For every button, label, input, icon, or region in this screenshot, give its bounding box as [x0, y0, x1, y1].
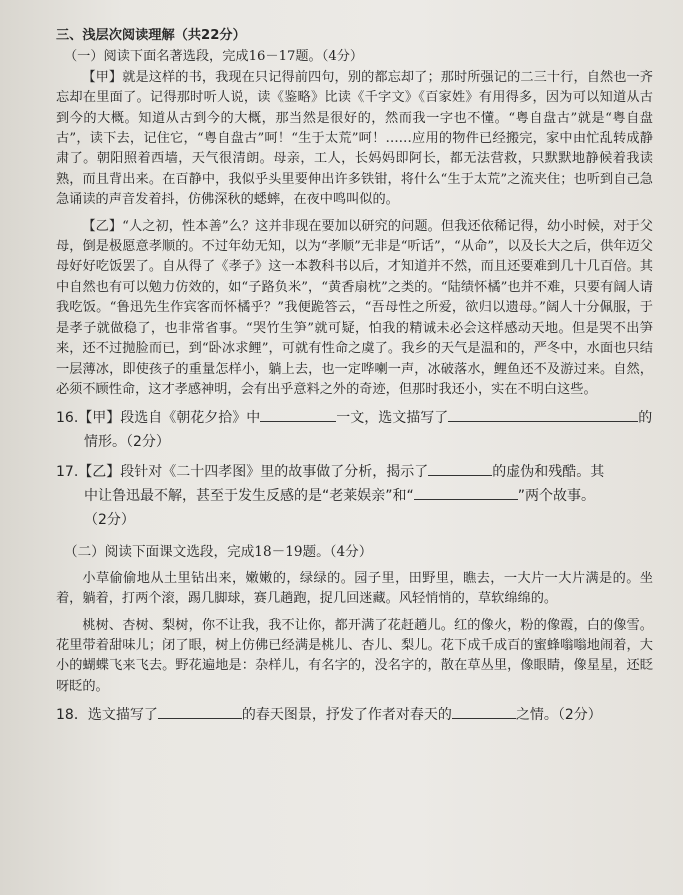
- q16-text-4: 情形。（2分）: [84, 434, 170, 451]
- q16-text-1: 16.【甲】段选自《朝花夕拾》中: [56, 410, 261, 427]
- passage-flowers: 桃树、杏树、梨树，你不让我，我不让你，都开满了花赶趟儿。红的像火，粉的像霞，白的像雪。花里带着甜味儿；闭了眼，树上仿佛已经满是桃儿、杏儿、梨儿。花下成千成百的蜜蜂嗡嗡地闹着，大小的蝴蝶飞来飞去。野花遍地是：杂样儿，有名字的，没名字的，散在草丛里，像眼睛，像星星，还眨呀眨的。: [56, 617, 653, 694]
- q18-blank-2[interactable]: [452, 704, 516, 719]
- q17-blank-1[interactable]: [428, 461, 492, 476]
- passage-grass: 小草偷偷地从土里钻出来，嫩嫩的，绿绿的。园子里，田野里，瞧去，一大片一大片满是的。坐着，躺着，打两个滚，踢几脚球，赛几趟跑，捉几回迷藏。风轻悄悄的，草软绵绵的。: [56, 570, 653, 607]
- q16-blank-2[interactable]: [448, 407, 638, 422]
- q18-text-1: 18．选文描写了: [56, 707, 158, 724]
- q17-text-5: （2分）: [84, 512, 135, 529]
- part2-intro: （二）阅读下面课文选段，完成18－19题。（4分）: [64, 544, 373, 561]
- q18-text-3: 之情。（2分）: [515, 707, 602, 724]
- section-title: 三、浅层次阅读理解（共22分）: [56, 28, 246, 43]
- question-17: [56, 460, 653, 532]
- q18-blank-1[interactable]: [158, 704, 242, 719]
- q17-text-2: 的虚伪和残酷。其: [492, 464, 605, 481]
- q18-text-2: 的春天图景，抒发了作者对春天的: [241, 707, 452, 724]
- q17-blank-2[interactable]: [414, 485, 518, 500]
- q17-text-4: ”两个故事。: [517, 488, 596, 505]
- question-18: [56, 703, 653, 727]
- q17-text-1: 17.【乙】段针对《二十四孝图》里的故事做了分析，揭示了: [56, 464, 429, 481]
- q17-text-3: 中让鲁迅最不解，甚至于发生反感的是“老莱娱亲”和“: [84, 488, 414, 505]
- q16-blank-1[interactable]: [260, 407, 336, 422]
- q16-text-3: 的: [638, 410, 653, 427]
- passage-a: 【甲】就是这样的书，我现在只记得前四句，别的都忘却了；那时所强记的二三十行，自然也一齐忘却在里面了。记得那时听人说，读《鉴略》比读《千字文》《百家姓》有用得多，因为可以知道从古到今的大概。知道从古到今的大概，那当然是很好的，然而我一字也不懂。“粤自盘古”就是“粤自盘古”，读下去，记住它，“粤自盘古”呵！“生于太荒”呵！……应用的物件已经搬完，家中由忙乱转成静肃了。朝阳照着西墙，天气很清朗。母亲，工人，长妈妈即阿长，都无法营救，只默默地静候着我读熟，而且背出来。在百静中，我似乎头里要伸出许多铁钳，将什么“生于太荒”之流夹住；也听到自己急急诵读的声音发着抖，仿佛深秋的蟋蟀，在夜中鸣叫似的。: [56, 69, 653, 208]
- question-16: [56, 406, 653, 454]
- q16-text-2: 一文，选文描写了: [336, 410, 449, 427]
- part1-intro: （一）阅读下面名著选段，完成16－17题。（4分）: [64, 49, 364, 65]
- passage-b: 【乙】“人之初，性本善”么？这并非现在要加以研究的问题。但我还依稀记得，幼小时候，对于父母，倒是极愿意孝顺的。不过年幼无知，以为“孝顺”无非是“听话”，“从命”，以及长大之后，供年迈父母好好吃饭罢了。自从得了《孝子》这一本教科书以后，才知道并不然，而且还要难到几十几百倍。其中自然也有可以勉力仿效的，如“子路负米”，“黄香扇枕”之类的。“陆绩怀橘”也并不难，只要有阔人请我吃饭。“鲁迅先生作宾客而怀橘乎？”我便跪答云，“吾母性之所爱，欲归以遗母。”阔人十分佩服，于是孝子就做稳了，也非常省事。“哭竹生笋”就可疑，怕我的精诚未必会这样感动天地。但是哭不出笋来，还不过抛脸而已，到“卧冰求鲤”，可就有性命之虞了。我乡的天气是温和的，严冬中，水面也只结一层薄冰，即使孩子的重量怎样小，躺上去，也一定哗喇一声，冰破落水，鲤鱼还不及游过来。自然，必须不顾性命，这才孝感神明，会有出乎意料之外的奇迹，但那时我还小，实在不明白这些。: [56, 218, 653, 397]
